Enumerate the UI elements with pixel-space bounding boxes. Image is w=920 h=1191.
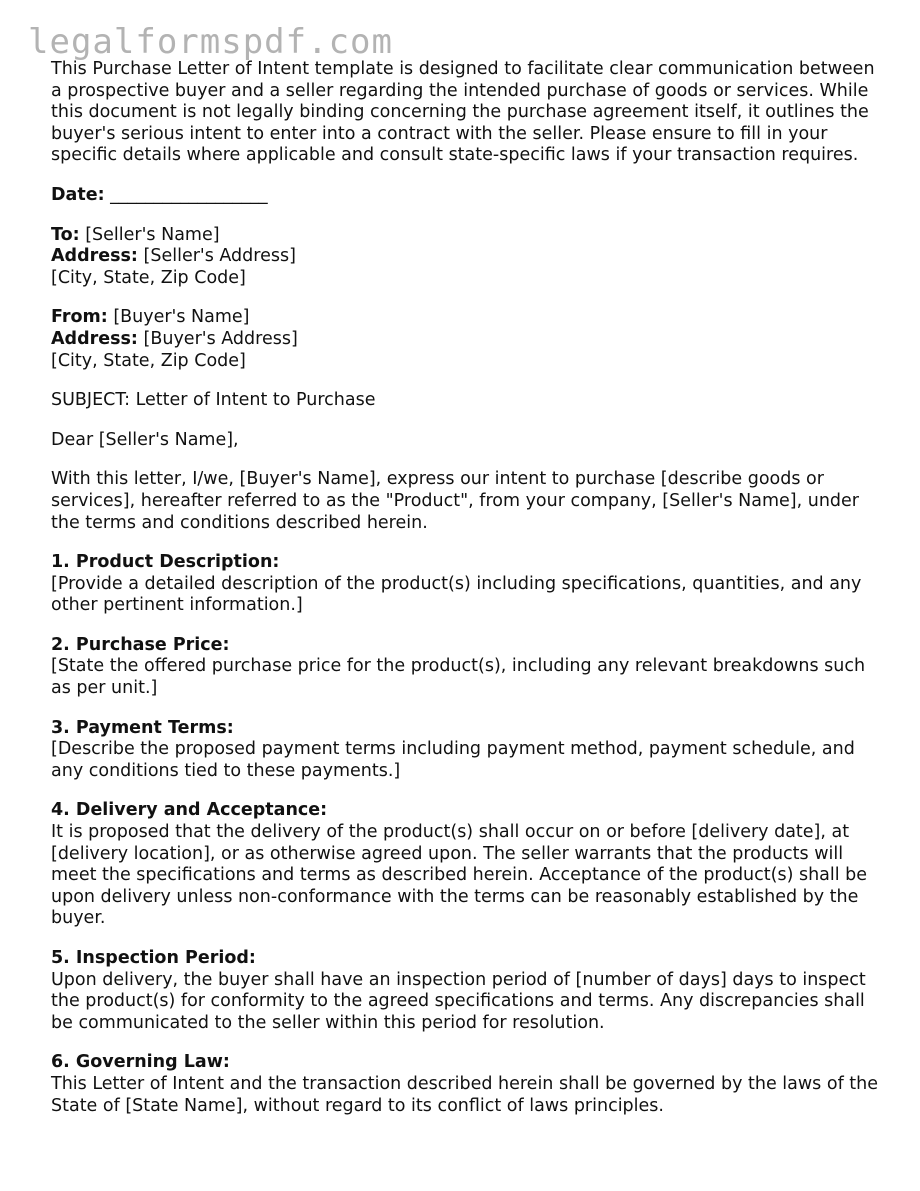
section-purchase-price	[51, 635, 881, 700]
watermark: legalformspdf.com	[28, 22, 393, 62]
document-page	[51, 59, 881, 1135]
date-blank: __________________	[110, 184, 268, 205]
from-address-line	[51, 329, 881, 351]
from-block	[51, 307, 881, 372]
section-heading: 3. Payment Terms:	[51, 717, 234, 738]
section-heading: 4. Delivery and Acceptance:	[51, 800, 328, 821]
salutation: Dear [Seller's Name],	[51, 429, 239, 450]
subject-line: SUBJECT: Letter of Intent to Purchase	[51, 390, 376, 411]
section-body: Upon delivery, the buyer shall have an inspection period of [number of days] days to inspect the product(s) for conformity to the agreed specifications and terms. Any discrepancies shall be communicated to the seller within this period for resolution.	[51, 969, 866, 1033]
section-product-description	[51, 552, 881, 617]
section-heading: 5. Inspection Period:	[51, 948, 256, 968]
section-body: [State the offered purchase price for the product(s), including any relevant breakdowns such as per unit.]	[51, 656, 866, 699]
section-heading: 2. Purchase Price:	[51, 634, 230, 655]
section-heading: 1. Product Description:	[51, 552, 280, 573]
section-governing-law	[51, 1052, 881, 1117]
section-payment-terms	[51, 718, 881, 783]
to-line	[51, 225, 881, 247]
from-label: From:	[51, 307, 108, 328]
date-label: Date:	[51, 184, 105, 205]
section-body: [Provide a detailed description of the product(s) including specifications, quantities, and any other pertinent information.]	[51, 573, 862, 616]
seller-name: [Seller's Name]	[85, 224, 220, 245]
to-block	[51, 225, 881, 290]
section-inspection-period	[51, 948, 881, 1034]
date-line	[51, 185, 881, 207]
opening-paragraph: With this letter, I/we, [Buyer's Name], express our intent to purchase [describe goods or services], hereafter referred to as the "Product", from your company, [Seller's Name], under the terms and conditions described herein.	[51, 469, 859, 533]
to-address-line	[51, 246, 881, 268]
seller-city: [City, State, Zip Code]	[51, 267, 246, 288]
to-label: To:	[51, 224, 80, 245]
buyer-name: [Buyer's Name]	[113, 307, 250, 328]
seller-address: [Seller's Address]	[143, 246, 296, 267]
section-body: This Letter of Intent and the transaction described herein shall be governed by the laws of the State of [State Name], without regard to its conflict of laws principles.	[51, 1073, 879, 1116]
section-heading: 6. Governing Law:	[51, 1052, 230, 1073]
intro-paragraph: This Purchase Letter of Intent template is designed to facilitate clear communication between a prospective buyer and a seller regarding the intended purchase of goods or services. While this document is not legally binding concerning the purchase agreement itself, it outlines the buyer's serious intent to enter into a contract with the seller. Please ensure to fill in your specific details where applicable and consult state-specific laws if your transaction requires.	[51, 59, 875, 166]
buyer-address: [Buyer's Address]	[143, 328, 298, 349]
to-address-label: Address:	[51, 246, 138, 267]
from-address-label: Address:	[51, 328, 138, 349]
section-delivery-acceptance	[51, 800, 881, 930]
section-body: It is proposed that the delivery of the product(s) shall occur on or before [delivery date], at [delivery location], or as otherwise agreed upon. The seller warrants that the products will meet the specifications and terms as described herein. Acceptance of the product(s) shall be upon delivery unless non-conformance with the terms can be reasonably established by the buyer.	[51, 822, 868, 929]
section-body: [Describe the proposed payment terms including payment method, payment schedule, and any conditions tied to these payments.]	[51, 739, 855, 781]
buyer-city: [City, State, Zip Code]	[51, 350, 246, 371]
from-line	[51, 307, 881, 329]
